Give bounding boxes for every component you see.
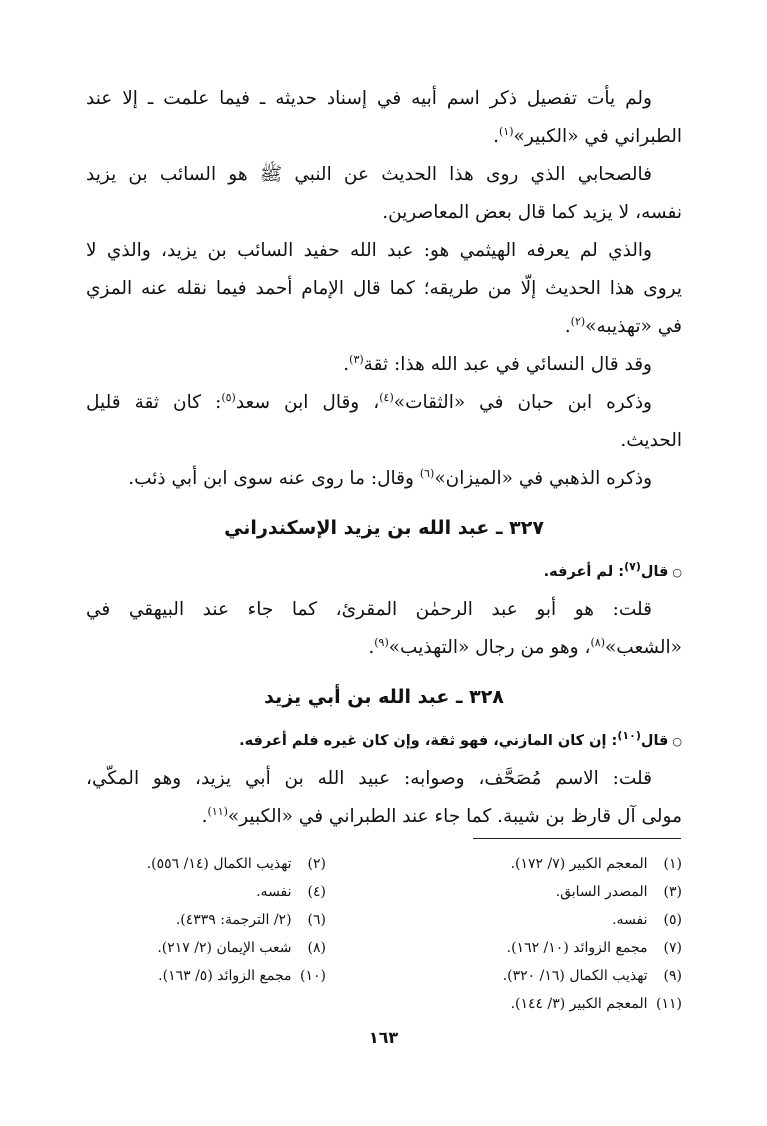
footnote-ref-5: (٥) (221, 390, 236, 404)
footnote-item (86, 850, 326, 878)
footnote-ref-10: (١٠) (617, 729, 641, 743)
footnote-ref-3: (٣) (349, 352, 364, 366)
footnote-text: المعجم الكبير (٧/ ١٧٢). (510, 856, 648, 872)
bullet-icon: ○ (672, 735, 682, 748)
footnote-text: تهذيب الكمال (١٦/ ٣٢٠). (502, 968, 648, 984)
footnote-item (382, 990, 682, 1018)
entry-328-comment-end: . (201, 806, 208, 827)
footnote-text: مجمع الزوائد (٥/ ١٦٣). (158, 968, 292, 984)
paragraph-6-part-b: وقال: ما روى عنه سوى ابن أبي ذئب. (128, 468, 420, 489)
paragraph-3-line-2: يروى هذا الحديث إلّا من طريقه؛ كما قال الإمام أحمد فيما نقله عنه المزي (86, 278, 682, 299)
paragraph-5-part-c: : كان ثقة قليل (86, 392, 222, 413)
footnote-item (86, 878, 326, 906)
entry-328-heading: ٣٢٨ ـ عبد الله بن أبي يزيد (264, 686, 504, 708)
footnote-text: نفسه. (256, 884, 292, 900)
entry-327-comment-part-c: ، وهو من رجال «التهذيب» (388, 637, 591, 658)
paragraph-4-text: وقد قال النسائي في عبد الله هذا: ثقة (363, 354, 652, 375)
footnotes (86, 850, 682, 1018)
entry-327-comment-part-b: «الشعب» (604, 637, 682, 658)
footnote-number: (٩) (663, 968, 682, 984)
footnote-text: تهذيب الكمال (١٤/ ٥٥٦). (146, 856, 292, 872)
footnote-text: المعجم الكبير (٣/ ١٤٤). (510, 996, 648, 1012)
footnote-number: (١٠) (300, 968, 326, 984)
paragraph-5-line-1 (86, 384, 682, 422)
entry-328-comment (86, 760, 682, 836)
footnote-number: (٦) (307, 912, 326, 928)
page-number: ١٦٣ (368, 1028, 399, 1047)
footnote-ref-9: (٩) (374, 635, 389, 649)
footnote-ref-6: (٦) (419, 466, 435, 480)
footnote-text: مجمع الزوائد (١٠/ ١٦٢). (506, 940, 648, 956)
footnote-item (382, 962, 682, 990)
footnote-ref-7: (٧) (624, 560, 641, 574)
footnote-ref-4: (٤) (379, 390, 394, 404)
footnote-item (86, 934, 326, 962)
paragraph-3 (86, 232, 682, 346)
paragraph-3-end: . (564, 316, 571, 337)
paragraph-2-line-1: فالصحابي الذي روى هذا الحديث عن النبي ﷺ هو السائب بن يزيد (86, 164, 652, 185)
entry-327-qaal (86, 554, 682, 591)
bullet-icon: ○ (672, 566, 682, 579)
entry-327-comment-end: . (368, 637, 375, 658)
footnote-number: (٤) (307, 884, 326, 900)
qaal-label: قال (640, 564, 669, 580)
footnote-item (382, 906, 682, 934)
footnote-number: (١١) (656, 996, 682, 1012)
paragraph-5-part-a: وذكره ابن حبان في «الثقات» (393, 392, 652, 413)
entry-327-heading: ٣٢٧ ـ عبد الله بن يزيد الإسكندراني (224, 517, 544, 539)
paragraph-5-part-b: ، وقال ابن سعد (235, 392, 380, 413)
footnote-number: (٥) (663, 912, 682, 928)
paragraph-2 (86, 156, 682, 232)
footnote-text: نفسه. (612, 912, 648, 928)
page-body (86, 80, 682, 836)
entry-328-comment-part-b: مولى آل قارظ بن شيبة. كما جاء عند الطبراني في «الكبير» (227, 806, 682, 827)
paragraph-4 (86, 346, 682, 384)
qaal-label: قال (640, 733, 669, 749)
paragraph-5 (86, 384, 682, 460)
paragraph-1-line-2: الطبراني في «الكبير» (513, 126, 682, 147)
footnote-number: (٨) (307, 940, 326, 956)
qaal-text: : لم أعرفه. (543, 564, 625, 580)
footnote-ref-8: (٨) (590, 635, 605, 649)
paragraph-1-end: . (493, 126, 499, 147)
footnote-text: المصدر السابق. (555, 884, 648, 900)
paragraph-6 (86, 460, 682, 498)
entry-328-qaal (86, 723, 682, 760)
footnote-ref-1: (١) (499, 124, 514, 138)
entry-327-comment-line-1: قلت: هو أبو عبد الرحمٰن المقرئ، كما جاء عند البيهقي في (86, 599, 652, 620)
footnote-divider (473, 838, 681, 839)
footnote-ref-11: (١١) (207, 804, 228, 818)
paragraph-6-part-a: وذكره الذهبي في «الميزان» (434, 468, 652, 489)
footnote-number: (٧) (663, 940, 682, 956)
footnote-text: (٢/ الترجمة: ٤٣٣٩). (175, 912, 292, 928)
qaal-text: : إن كان المازني، فهو ثقة، وإن كان غيره فلم أعرفه. (239, 733, 618, 749)
footnotes-left-column (86, 850, 326, 1018)
paragraph-4-end: . (343, 354, 350, 375)
footnote-number: (٣) (663, 884, 682, 900)
paragraph-1-line-1: ولم يأت تفصيل ذكر اسم أبيه في إسناد حديثه ـ فيما علمت ـ إلا عند (86, 88, 652, 109)
footnote-item (382, 850, 682, 878)
paragraph-3-line-1: والذي لم يعرفه الهيثمي هو: عبد الله حفيد السائب بن يزيد، والذي لا (86, 240, 652, 261)
footnote-number: (٢) (307, 856, 326, 872)
footnote-text: شعب الإيمان (٢/ ٢١٧). (157, 940, 292, 956)
footnotes-right-column (382, 850, 682, 1018)
footnote-ref-2: (٢) (570, 314, 586, 328)
paragraph-2-line-2: نفسه، لا يزيد كما قال بعض المعاصرين. (382, 202, 682, 223)
entry-328-comment-line-1: قلت: الاسم مُصَحَّف، وصوابه: عبيد الله بن أبي يزيد، وهو المكّي، (86, 768, 652, 789)
footnote-item (86, 962, 326, 990)
footnote-number: (١) (663, 856, 682, 872)
footnote-item (382, 934, 682, 962)
paragraph-5-line-2: الحديث. (620, 430, 682, 451)
entry-327-comment (86, 591, 682, 667)
footnote-item (382, 878, 682, 906)
paragraph-1 (86, 80, 682, 156)
paragraph-3-line-3: في «تهذيبه» (585, 316, 682, 337)
footnote-item (86, 906, 326, 934)
